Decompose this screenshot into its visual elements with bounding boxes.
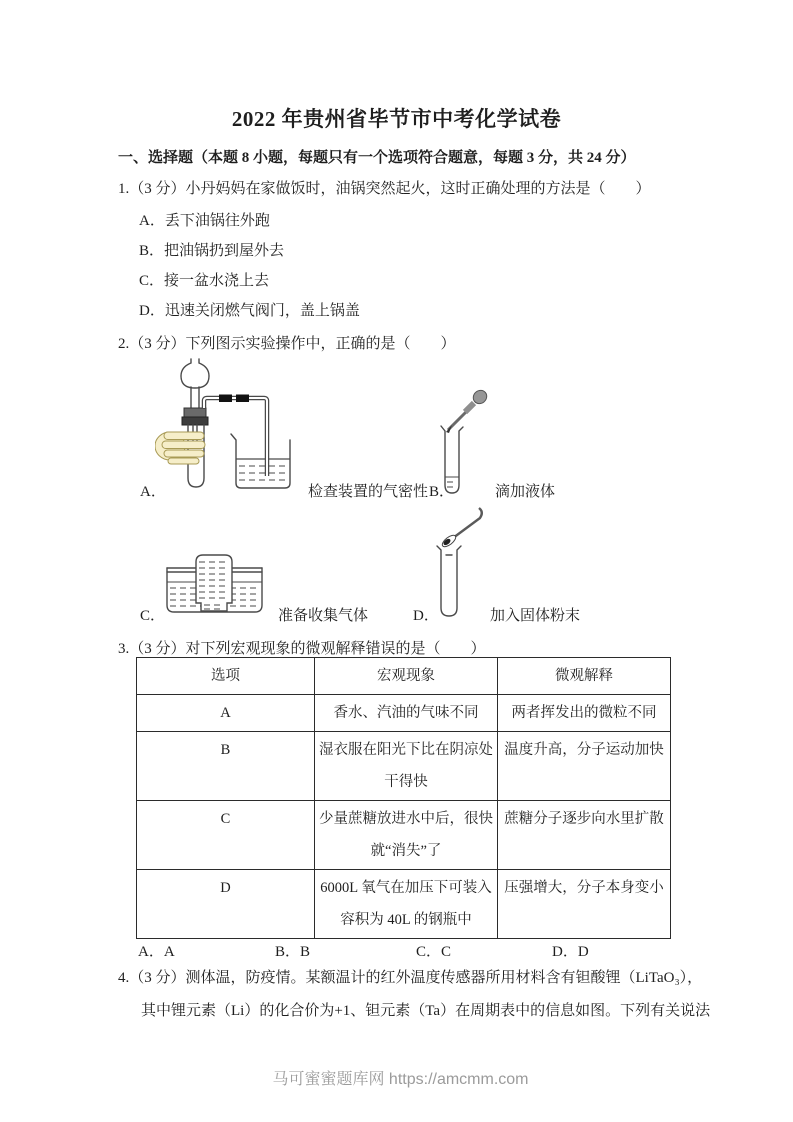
powder-spatula-test-tube-icon — [433, 505, 493, 621]
table-cell: A — [137, 695, 315, 732]
figure-caption: 加入固体粉末 — [490, 608, 581, 624]
q1-option: B．把油锅扔到屋外去 — [139, 243, 285, 259]
table-cell: 压强增大，分子本身变小 — [498, 870, 671, 939]
q3-answer-option: B．B — [275, 944, 311, 960]
table-header-cell: 微观解释 — [498, 658, 671, 695]
q4-stem-line2: 其中锂元素（Li）的化合价为+1、钽元素（Ta）在周期表中的信息如图。下列有关说法 — [141, 1003, 711, 1019]
q4-stem-line1: 4.（3 分）测体温，防疫情。某额温计的红外温度传感器所用材料含有钽酸锂（LiTaO₃）， — [118, 970, 703, 986]
table-header-cell: 宏观现象 — [315, 658, 498, 695]
figure-label: D． — [413, 608, 439, 624]
q2-stem: 2.（3 分）下列图示实验操作中，正确的是（ ） — [118, 336, 456, 352]
table-cell: C — [137, 801, 315, 870]
q3-answer-option: A．A — [138, 944, 175, 960]
q3-stem: 3.（3 分）对下列宏观现象的微观解释错误的是（ ） — [118, 641, 486, 657]
q3-answer-option: D．D — [552, 944, 589, 960]
figure-label: B． — [429, 484, 455, 500]
table-cell: 两者挥发出的微粒不同 — [498, 695, 671, 732]
gas-collection-trough-icon — [163, 550, 268, 618]
table-cell: 少量蔗糖放进水中后，很快 就“消失”了 — [315, 801, 498, 870]
q1-option: C．接一盆水浇上去 — [139, 273, 270, 289]
table-row — [137, 695, 671, 732]
q1-option: A．丢下油锅往外跑 — [139, 213, 270, 229]
table-cell: 香水、汽油的气味不同 — [315, 695, 498, 732]
table-cell: 蔗糖分子逐步向水里扩散 — [498, 801, 671, 870]
table-row — [137, 801, 671, 870]
figure-label: C． — [140, 608, 166, 624]
table-row — [137, 870, 671, 939]
q1-option: D．迅速关闭燃气阀门，盖上锅盖 — [139, 303, 360, 319]
q3-answer-option: C．C — [416, 944, 452, 960]
q3-table — [136, 657, 671, 939]
table-header-cell: 选项 — [137, 658, 315, 695]
figure-caption: 滴加液体 — [495, 484, 556, 500]
table-cell: 湿衣服在阳光下比在阴凉处 干得快 — [315, 732, 498, 801]
page-title: 2022 年贵州省毕节市中考化学试卷 — [231, 107, 562, 131]
table-cell: 温度升高，分子运动加快 — [498, 732, 671, 801]
q1-stem: 1.（3 分）小丹妈妈在家做饭时，油锅突然起火，这时正确处理的方法是（ ） — [118, 181, 651, 197]
figure-caption: 准备收集气体 — [278, 608, 369, 624]
table-row — [137, 732, 671, 801]
section-heading: 一、选择题（本题 8 小题，每题只有一个选项符合题意，每题 3 分，共 24 分） — [118, 150, 636, 166]
table-cell: B — [137, 732, 315, 801]
table-cell: 6000L 氧气在加压下可装入 容积为 40L 的钢瓶中 — [315, 870, 498, 939]
footer-watermark: 马可蜜蜜题库网 https://amcmm.com — [272, 1071, 529, 1088]
airtightness-apparatus-icon — [155, 356, 297, 496]
table-cell: D — [137, 870, 315, 939]
figure-caption: 检查装置的气密性 — [308, 484, 429, 500]
figure-label: A． — [140, 484, 166, 500]
